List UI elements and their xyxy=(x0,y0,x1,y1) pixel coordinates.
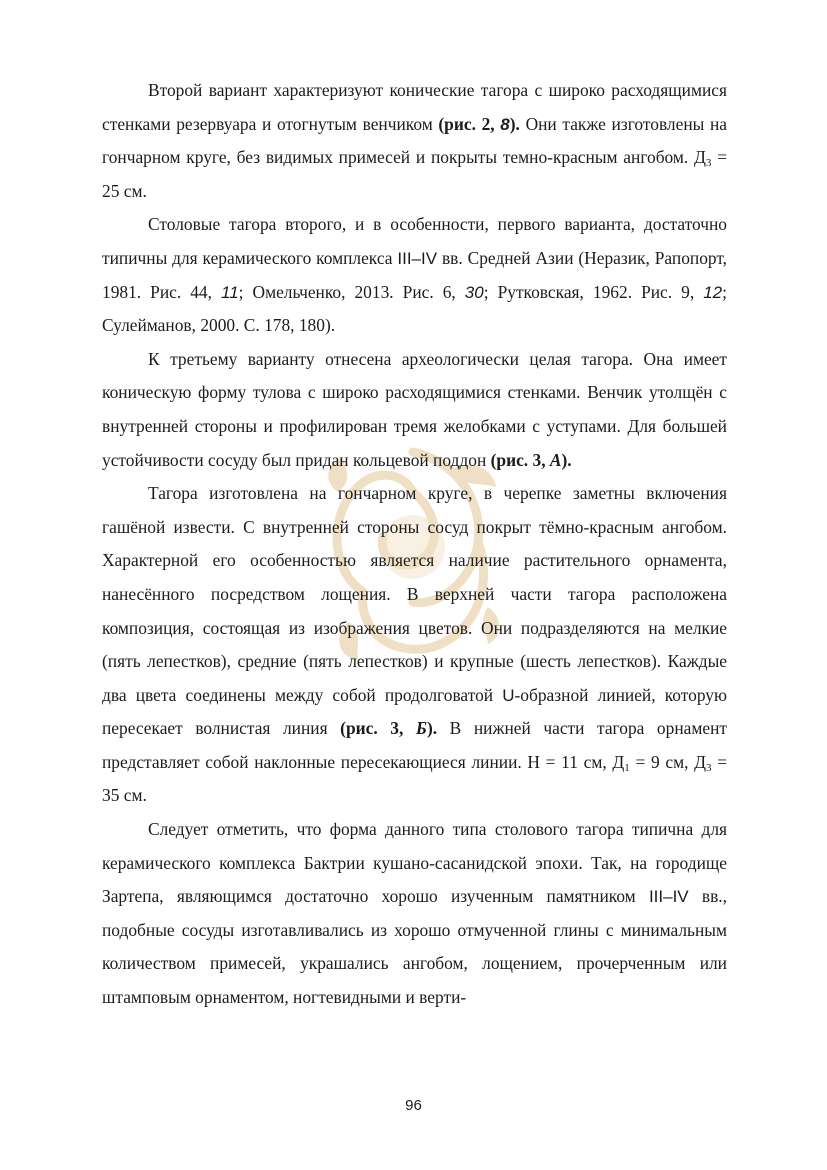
figure-reference-number: 8 xyxy=(500,114,510,134)
subscript: 3 xyxy=(705,157,712,170)
century-numeral: III–IV xyxy=(397,248,438,268)
paragraph-5 xyxy=(102,813,727,1015)
text-run: Второй вариант характеризуют конические тагора с широко расходящимися стенками резервуара и отогнутым венчиком xyxy=(102,80,727,134)
figure-reference-end: ). xyxy=(561,449,572,470)
text-run: вв. Средней Азии (Неразик, Рапопорт, 1981. Рис. 44, xyxy=(102,247,727,302)
subscript: 1 xyxy=(624,761,630,774)
text-run: = 9 см, Д xyxy=(629,751,706,772)
figure-number: 30 xyxy=(464,282,484,302)
text-run: В нижней части тагора орнамент представляет собой наклонные пересекающиеся линии. Н = 11 см, Д xyxy=(102,718,727,772)
text-run: ; Омельченко, 2013. Рис. 6, xyxy=(238,281,465,302)
figure-reference: (рис. 2, xyxy=(438,113,501,134)
figure-reference-end: ). xyxy=(426,718,438,739)
text-run: Следует отметить, что форма данного типа столового тагора типична для керамического комплекса Бактрии кушано‑сасанидской эпохи. Так, на городище Зартепа, являющимся достаточно хорошо изученным памятником xyxy=(102,819,727,907)
figure-reference-end: ). xyxy=(509,113,520,134)
body-text xyxy=(102,74,727,1015)
text-run: ; Сулейманов, 2000. С. 178, 180). xyxy=(102,281,727,336)
page-number: 96 xyxy=(405,1097,422,1114)
paragraph-1 xyxy=(102,74,727,208)
text-run: = 25 см. xyxy=(102,147,727,201)
paragraph-3 xyxy=(102,343,727,477)
text-run: К третьему варианту отнесена археологически целая тагора. Она имеет коническую форму тулова с широко расходящимися стенками. Венчик утолщён с внутренней стороны и профилирован тремя желобками с уступами. Для большей устойчивости сосуду был придан кольцевой поддон xyxy=(102,348,727,470)
century-numeral: III–IV xyxy=(648,887,689,907)
subscript: 3 xyxy=(706,761,712,774)
text-run: ; Рутковская, 1962. Рис. 9, xyxy=(483,281,704,302)
figure-reference: (рис. 3, xyxy=(340,718,416,739)
figure-reference-letter: А xyxy=(549,449,562,470)
text-run: Столовые тагора второго, и в особенности, первого варианта, достаточно типичны для керамического комплекса xyxy=(102,214,727,268)
figure-reference: (рис. 3, xyxy=(490,449,550,470)
text-run: вв., подобные сосуды изготавливались из хорошо отмученной глины с минимальным количеством примесей, украшались ангобом, лощением, прочерченным или штамповым орнаментом, ногтевидными и верти- xyxy=(102,886,728,1008)
paragraph-2 xyxy=(102,208,727,342)
figure-number: 11 xyxy=(221,282,239,302)
text-run: Тагора изготовлена на гончарном круге, в черепке заметны включения гашёной извести. С внутренней стороны сосуд покрыт тёмно‑красным ангобом. Характерной его особенностью является наличие растительного орнамента, нанесённого посредством лощения. В верхней части тагора расположена композиция, состоящая из изображения цветов. Они подразделяются на мелкие (пять лепестков), средние (пять лепестков) и крупные (шесть лепестков). Каждые два цвета соединены между собой продолговатой xyxy=(102,483,727,705)
text-run: Они также изготовлены на гончарном круге, без видимых примесей и покрыты темно‑красным ангобом. Д xyxy=(102,113,728,168)
letter-u: U xyxy=(502,685,515,705)
text-run: ‑образной линией, которую пересекает волнистая линия xyxy=(102,684,727,739)
figure-number: 12 xyxy=(703,282,723,302)
figure-reference-letter: Б xyxy=(415,718,427,739)
paragraph-4 xyxy=(102,477,727,813)
text-run: = 35 см. xyxy=(102,751,728,806)
